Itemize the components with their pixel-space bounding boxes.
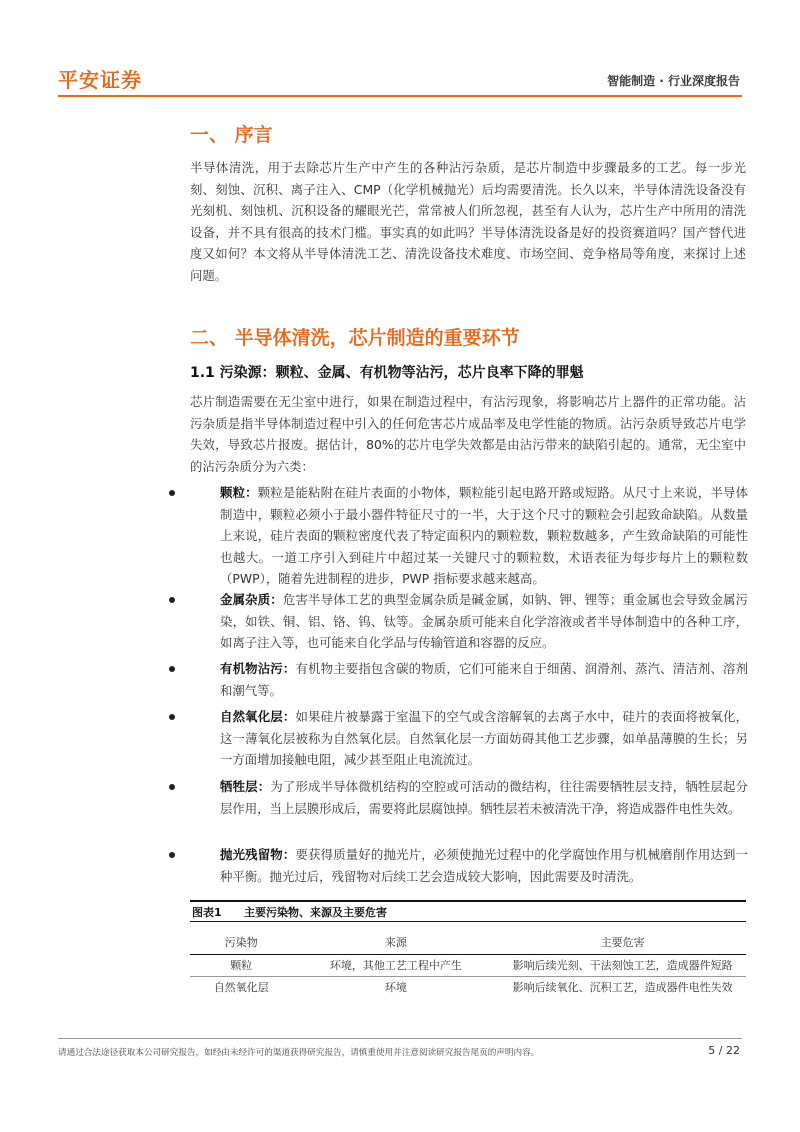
bullet-term: 有机物沾污：: [220, 661, 296, 676]
table-cell: 影响后续光刻、干法刻蚀工艺，造成器件短路: [499, 955, 746, 977]
bullet-text: 要获得质量好的抛光片，必须使抛光过程中的化学腐蚀作用与机械磨削作用达到一种平衡。抛光过后，残留物对后续工艺会造成较大影响，因此需要及时清洗。: [220, 847, 749, 884]
bullet-text: 为了形成半导体微机结构的空腔或可活动的微结构，往往需要牺牲层支持，牺牲层起分层作用，当上层膜形成后，需要将此层腐蚀掉。牺牲层若未被清洗干净，将造成器件电性失效。: [220, 779, 749, 816]
preface-paragraph: 半导体清洗，用于去除芯片生产中产生的各种沾污杂质，是芯片制造中步骤最多的工艺。每一步光刻、刻蚀、沉积、离子注入、CMP（化学机械抛光）后均需要清洗。长久以来，半导体清洗设备没有光刻机、刻蚀机、沉积设备的耀眼光芒，常常被人们所忽视，甚至有人认为，芯片生产中所用的清洗设备，并不具有很高的技术门槛。事实真的如此吗？半导体清洗设备是好的投资赛道吗？国产替代进度又如何？本文将从半导体清洗工艺、清洗设备技术难度、市场空间、竞争格局等角度，来探讨上述问题。: [190, 160, 746, 283]
bullet-dot: [169, 490, 175, 496]
figure-title: 主要污染物、来源及主要危害: [244, 906, 387, 919]
section-title-preface: 一、 序言: [190, 124, 273, 146]
figure-caption: [190, 900, 746, 922]
table-cell: 环境，其他工艺工程中产生: [292, 955, 499, 977]
table-cell: 颗粒: [190, 955, 292, 977]
bullet-term: 金属杂质：: [220, 592, 283, 607]
bullet-polish: [220, 844, 748, 887]
bullet-text: 有机物主要指包含碳的物质，它们可能来自于细菌、润滑剂、蒸汽、清洁剂、溶剂和潮气等。: [220, 661, 749, 698]
bullet-text: 如果硅片被暴露于室温下的空气或含溶解氧的去离子水中，硅片的表面将被氧化，这一薄氧化层被称为自然氧化层。自然氧化层一方面妨碍其他工艺步骤，如单晶薄膜的生长；另一方面增加接触电阻，减少甚至阻止电流流过。: [220, 709, 749, 768]
bullet-organic: [220, 658, 748, 701]
table-row: [190, 955, 746, 977]
footer-rule: [58, 1038, 742, 1039]
table-cell: 自然氧化层: [213, 981, 269, 994]
footer-disclaimer: 请通过合法途径获取本公司研究报告，如经由未经许可的渠道获得研究报告，请慎重使用并注意阅读研究报告尾页的声明内容。: [58, 1048, 540, 1058]
table-row: [190, 977, 746, 999]
sub-title-pollution: 1.1 污染源：颗粒、金属、有机物等沾污，芯片良率下降的罪魁: [190, 365, 584, 381]
bullet-term: 牺牲层：: [220, 779, 271, 794]
table-cell: 环境: [384, 981, 407, 994]
report-type: 智能制造 · 行业深度报告: [607, 74, 740, 88]
bullet-term: 颗粒：: [220, 485, 258, 500]
page-number: 5 / 22: [708, 1044, 740, 1057]
table-header-row: [190, 930, 746, 955]
bullet-dot: [169, 714, 175, 720]
bullet-metal: [220, 589, 748, 654]
bullet-sacrificial: [220, 776, 748, 819]
bullet-text: 危害半导体工艺的典型金属杂质是碱金属，如钠、钾、锂等；重金属也会导致金属污染，如铁、铜、铝、铬、钨、钛等。金属杂质可能来自化学溶液或者半导体制造中的各种工序，如离子注入等，也可能来自化学品与传输管道和容器的反应。: [220, 592, 749, 651]
table-header: 来源: [292, 930, 499, 955]
table-header: 污染物: [190, 930, 292, 955]
table-header: 主要危害: [499, 930, 746, 955]
table-cell: 影响后续氧化、沉积工艺，造成器件电性失效: [512, 981, 733, 994]
bullet-particles: [220, 482, 748, 590]
section-title-cleaning: 二、 半导体清洗，芯片制造的重要环节: [190, 327, 520, 349]
bullet-dot: [169, 784, 175, 790]
bullet-text: 颗粒是能粘附在硅片表面的小物体，颗粒能引起电路开路或短路。从尺寸上来说，半导体制造中，颗粒必须小于最小器件特征尺寸的一半，大于这个尺寸的颗粒会引起致命缺陷。从数量上来说，硅片表面的颗粒密度代表了特定面积内的颗粒数，颗粒数越多，产生致命缺陷的可能性也越大。一道工序引入到硅片中超过某一关键尺寸的颗粒数，术语表征为每步每片上的颗粒数（PWP），随着先进制程的进步，PWP 指标要求越来越高。: [220, 485, 749, 587]
company-logo: 平安证券: [58, 68, 142, 92]
bullet-dot: [169, 597, 175, 603]
bullet-dot: [169, 666, 175, 672]
bullet-oxide: [220, 706, 748, 771]
pollution-paragraph: 芯片制造需要在无尘室中进行，如果在制造过程中，有沾污现象，将影响芯片上器件的正常功能。沾污杂质是指半导体制造过程中引入的任何危害芯片成品率及电学性能的物质。沾污杂质导致芯片电学失效，导致芯片报废。据估计，80%的芯片电学失效都是由沾污带来的缺陷引起的。通常，无尘室中的沾污杂质分为六类：: [190, 394, 746, 474]
pollutant-table: [190, 930, 746, 998]
header-rule: [58, 95, 742, 97]
figure-label: 图表1: [192, 906, 222, 919]
bullet-dot: [169, 852, 175, 858]
bullet-term: 自然氧化层：: [220, 709, 296, 724]
bullet-term: 抛光残留物：: [220, 847, 296, 862]
